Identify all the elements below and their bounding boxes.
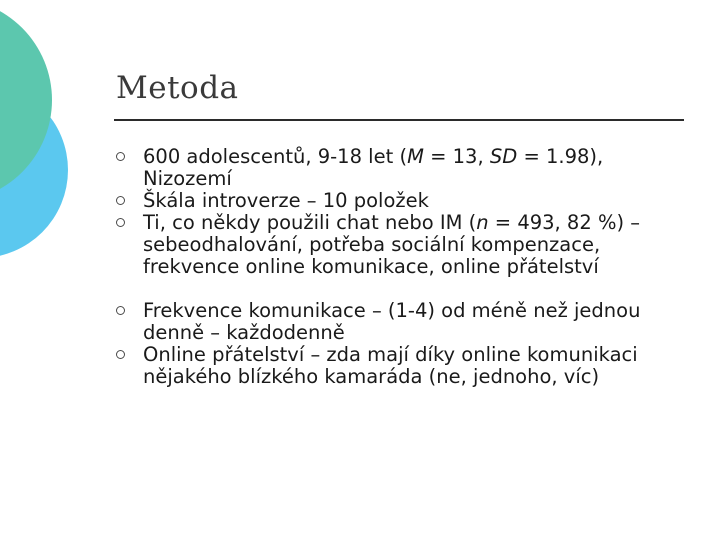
bullet-item-chat-users (116, 212, 676, 278)
bullet-item-scale (116, 190, 676, 212)
bullet-text: Frekvence komunikace – (1-4) od méně než jednou denně – každodenně (143, 299, 641, 344)
bullet-text-post: = 1.98), Nizozemí (143, 145, 604, 190)
bullet-icon (116, 218, 125, 227)
bullet-item-frequency (116, 300, 676, 344)
bullet-icon (116, 306, 125, 315)
bullet-text: Online přátelství – zda mají díky online komunikaci nějakého blízkého kamaráda (ne, jednoho, víc) (143, 343, 638, 388)
title-divider (114, 119, 684, 121)
bullet-item-sample (116, 146, 676, 190)
bullet-icon (116, 196, 125, 205)
bullet-item-friendship (116, 344, 676, 388)
bullet-text-mid: = 13, (423, 145, 490, 168)
bullet-text-pre: 600 adolescentů, 9-18 let ( (143, 145, 408, 168)
bullet-text: Škála introverze – 10 položek (143, 189, 429, 212)
bullet-text-pre: Ti, co někdy použili chat nebo IM ( (143, 211, 477, 234)
bullet-text-n: n (476, 211, 489, 234)
bullet-list (116, 146, 676, 388)
slide-title: Metoda (116, 70, 239, 106)
bullet-icon (116, 152, 125, 161)
decorative-circles (0, 0, 120, 300)
bullet-icon (116, 350, 125, 359)
bullet-text-post: = 493, 82 %) – sebeodhalování, potřeba sociální kompenzace, frekvence online komunikace, online přátelství (143, 211, 641, 278)
bullet-text-M: M (407, 145, 424, 168)
bullet-text-SD: SD (489, 145, 518, 168)
